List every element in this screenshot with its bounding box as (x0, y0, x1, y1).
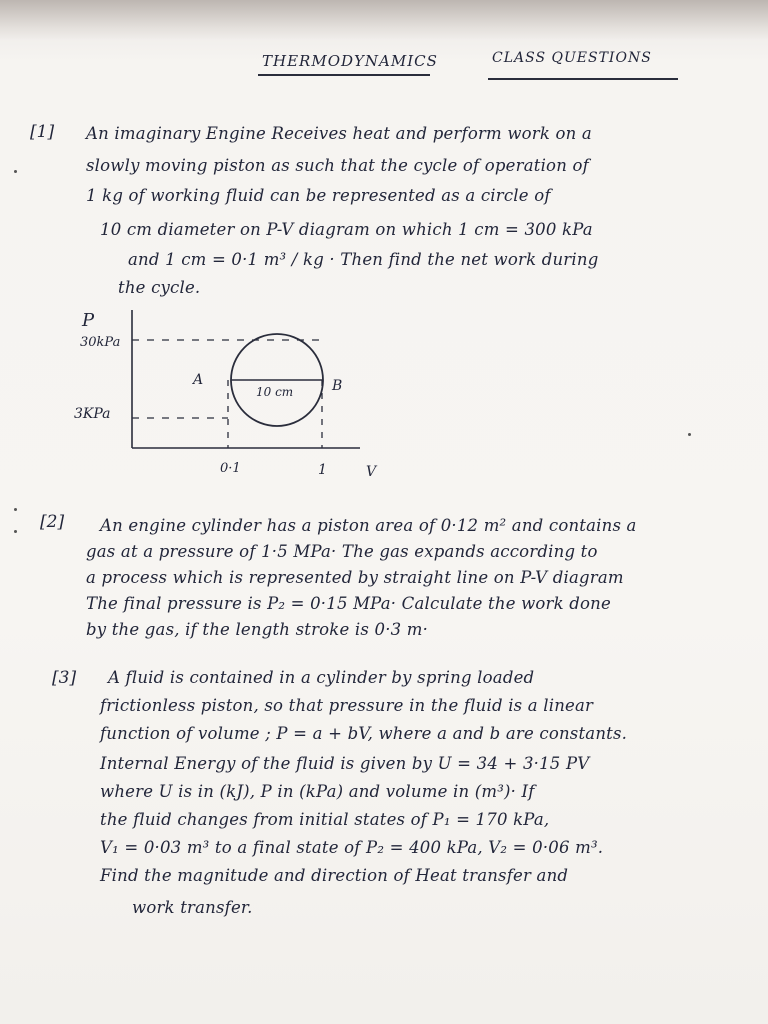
p-axis-label: P (82, 310, 95, 331)
v-axis-label: V (366, 464, 377, 480)
question-line: the fluid changes from initial states of P₁ = 170 kPa, (100, 810, 550, 829)
question-line: 10 cm diameter on P-V diagram on which 1 cm = 300 kPa (100, 220, 593, 239)
question-line: a process which is represented by straight line on P-V diagram (86, 568, 624, 587)
point-b-label: B (332, 378, 343, 394)
question-line: where U is in (kJ), P in (kPa) and volume in (m³)· If (100, 782, 535, 801)
page-title: THERMODYNAMICS (262, 52, 438, 70)
pv-diagram (60, 300, 400, 490)
page-top-shadow (0, 0, 768, 40)
p-high-label: 30kPa (80, 335, 121, 350)
page-dot (14, 170, 17, 173)
page-dot (14, 530, 17, 533)
question-number: [3] (52, 668, 77, 688)
page-dot (14, 508, 17, 511)
question-line: An imaginary Engine Receives heat and perform work on a (86, 124, 592, 143)
v-low-label: 0·1 (220, 461, 241, 476)
question-line: A fluid is contained in a cylinder by spring loaded (108, 668, 535, 687)
question-line: work transfer. (132, 898, 253, 917)
question-line: 1 kg of working fluid can be represented as a circle of (86, 186, 551, 205)
question-line: function of volume ; P = a + bV, where a and b are constants. (100, 724, 628, 743)
page-dot (688, 433, 691, 436)
question-line: and 1 cm = 0·1 m³ / kg · Then find the net work during (128, 250, 599, 269)
p-low-label: 3KPa (74, 406, 111, 422)
question-line: V₁ = 0·03 m³ to a final state of P₂ = 400 kPa, V₂ = 0·06 m³. (100, 838, 604, 857)
point-a-label: A (193, 372, 204, 388)
page-subtitle: CLASS QUESTIONS (492, 50, 652, 66)
question-line: Find the magnitude and direction of Heat transfer and (100, 866, 569, 885)
question-line: the cycle. (118, 278, 201, 297)
v-high-label: 1 (318, 462, 327, 478)
question-line: The final pressure is P₂ = 0·15 MPa· Calculate the work done (86, 594, 611, 613)
question-line: slowly moving piston as such that the cycle of operation of (86, 156, 589, 175)
subtitle-underline (488, 78, 678, 80)
question-line: Internal Energy of the fluid is given by U = 34 + 3·15 PV (100, 754, 590, 773)
question-line: An engine cylinder has a piston area of 0·12 m² and contains a (100, 516, 637, 535)
diameter-label: 10 cm (256, 385, 294, 399)
question-line: frictionless piston, so that pressure in the fluid is a linear (100, 696, 594, 715)
question-line: gas at a pressure of 1·5 MPa· The gas expands according to (86, 542, 598, 561)
question-number: [2] (40, 512, 65, 532)
question-number: [1] (30, 122, 55, 142)
question-line: by the gas, if the length stroke is 0·3 m· (86, 620, 429, 639)
title-underline (258, 74, 430, 76)
